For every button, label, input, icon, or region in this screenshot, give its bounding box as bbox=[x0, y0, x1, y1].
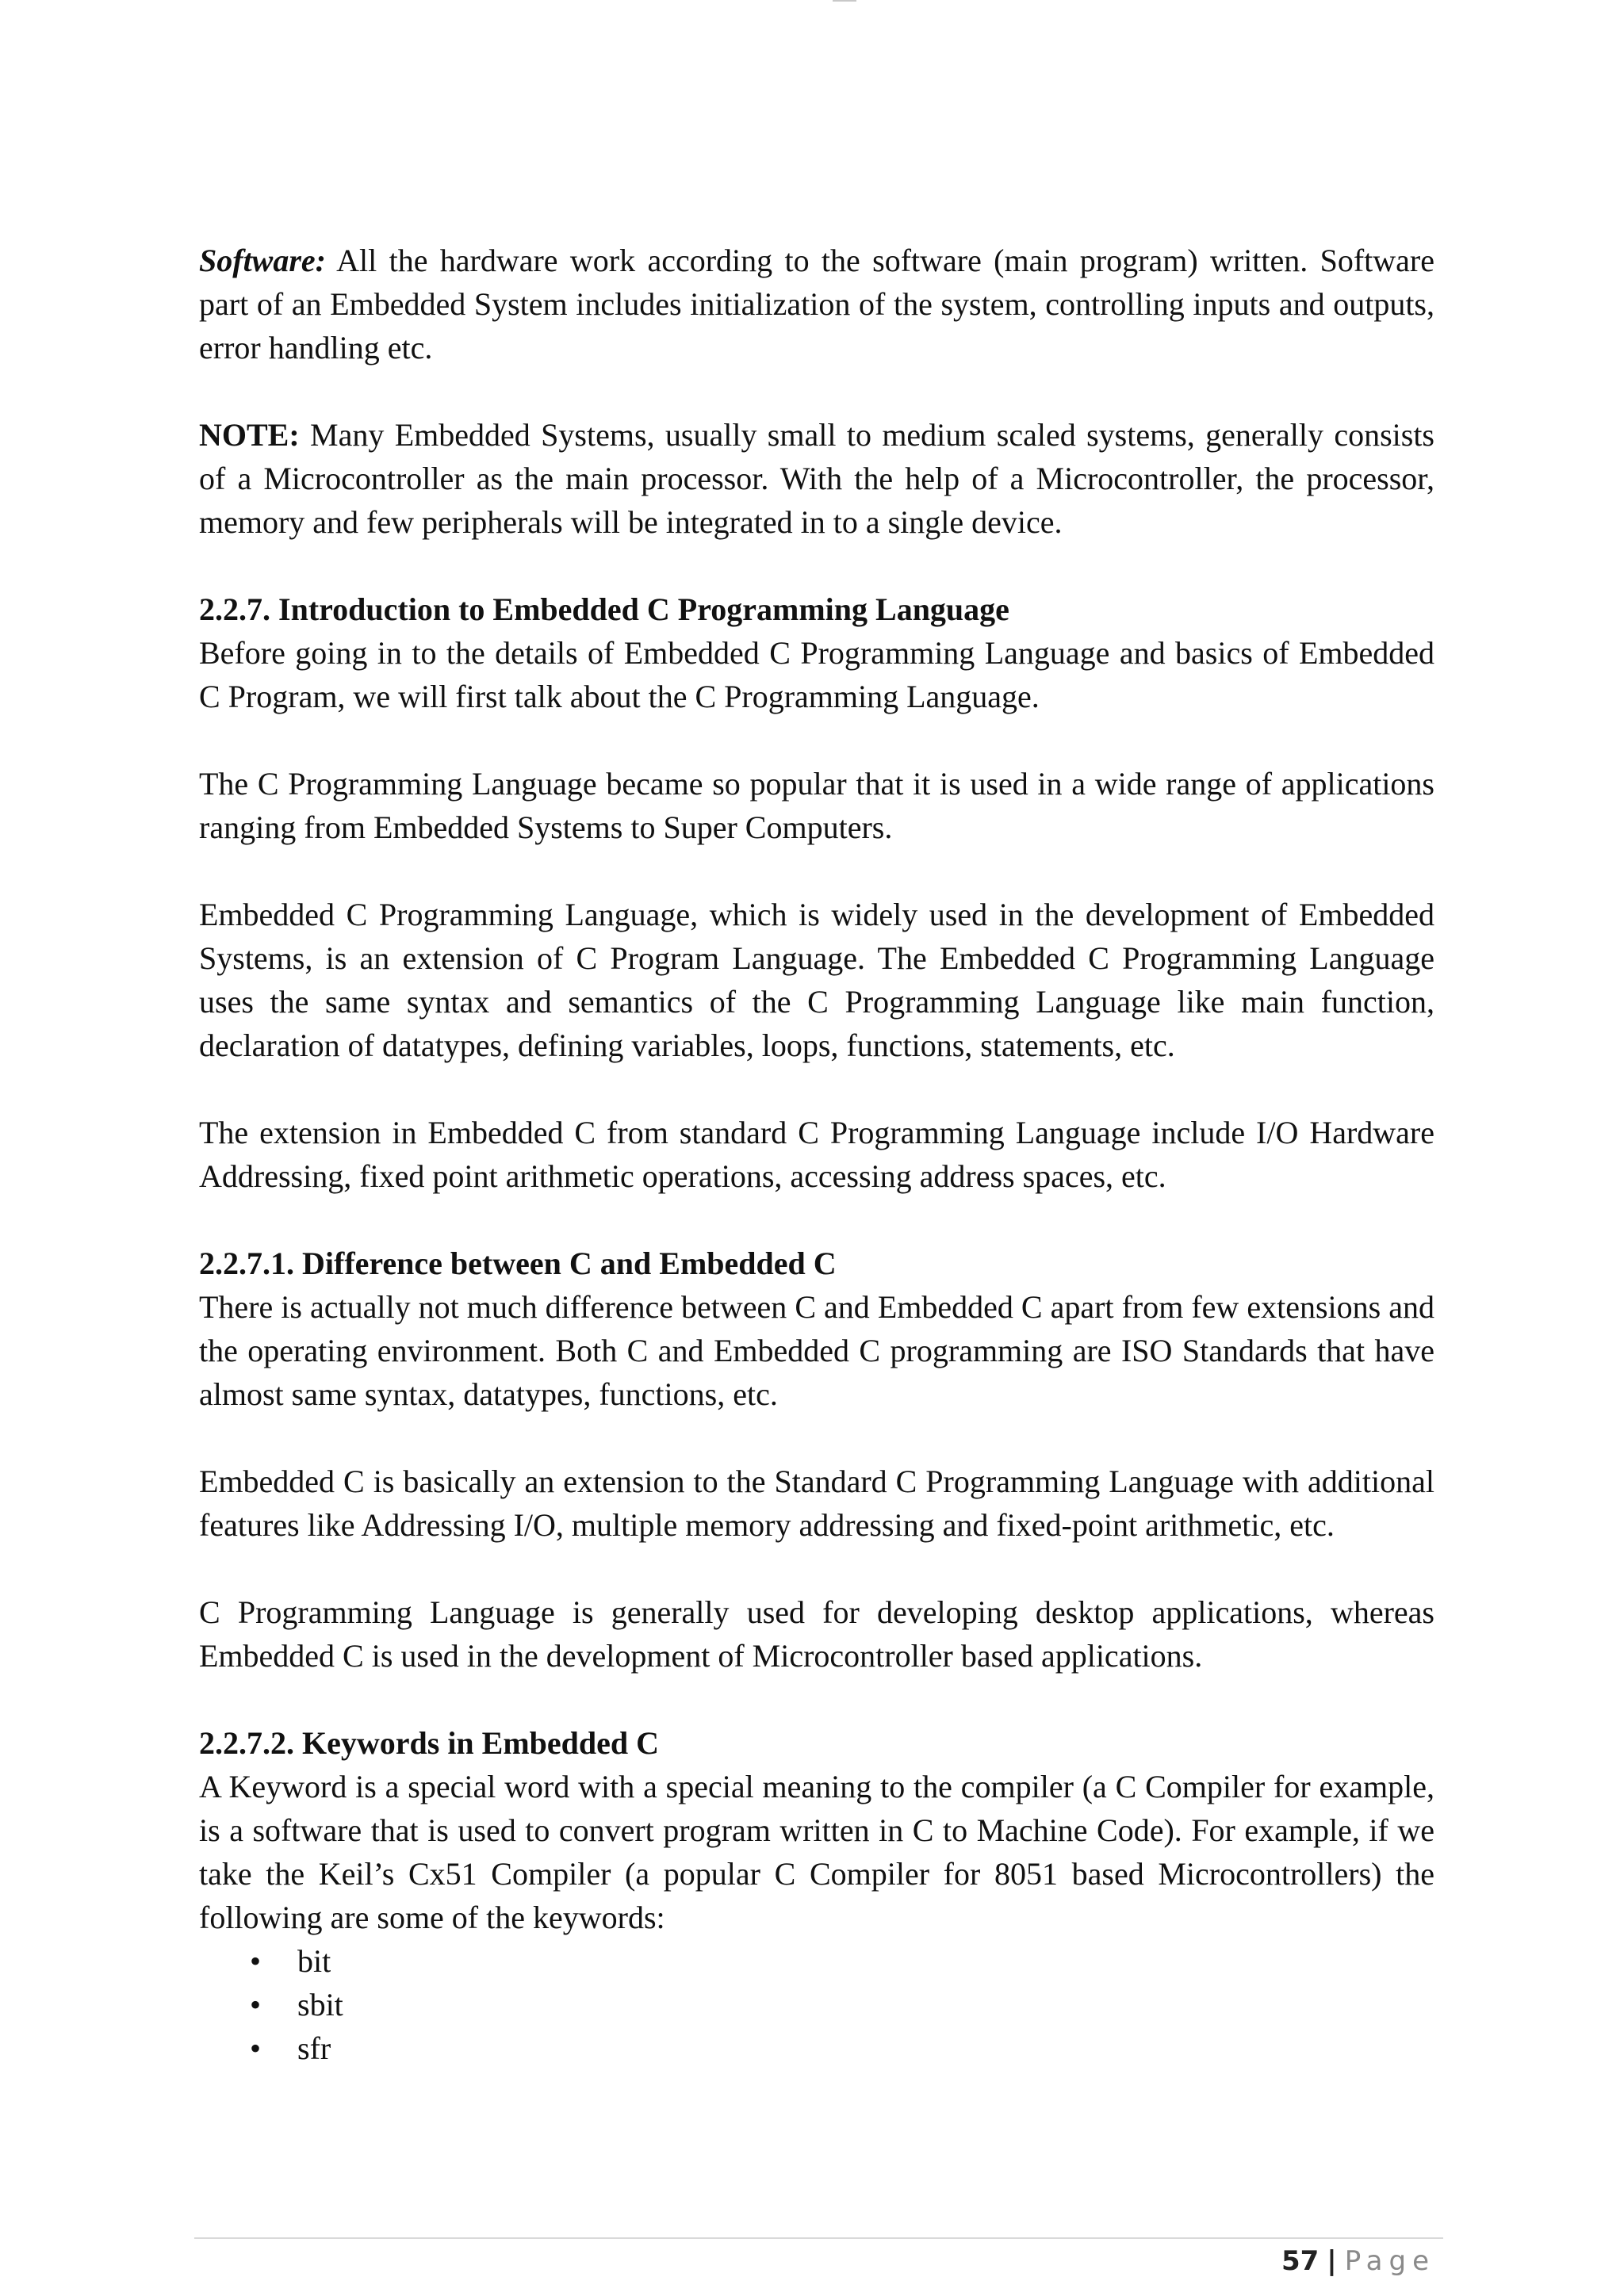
bullet-icon: • bbox=[250, 2030, 262, 2066]
software-paragraph bbox=[199, 239, 1434, 369]
note-text: Many Embedded Systems, usually small to medium scaled systems, generally consists of a Microcontroller as the main processor. With the help of a Microcontroller, the processor, memory and few peripherals will be integrated in to a single device. bbox=[199, 417, 1434, 540]
page-number: 57 bbox=[1281, 2245, 1320, 2277]
page-footer bbox=[1281, 2242, 1435, 2280]
footer-separator: | bbox=[1327, 2245, 1337, 2277]
software-text: All the hardware work according to the software (main program) written. Software part of an Embedded System includes initialization of the system, controlling inputs and outputs, error handling etc. bbox=[199, 243, 1434, 365]
note-lead: NOTE: bbox=[199, 417, 300, 453]
section-2-2-7-1-paragraph-3: C Programming Language is generally used for developing desktop applications, whereas Embedded C is used in the development of Microcontroller based applications. bbox=[199, 1594, 1434, 1674]
keyword-list bbox=[199, 1939, 1434, 2070]
section-2-2-7-2-paragraph: A Keyword is a special word with a special meaning to the compiler (a C Compiler for example, is a software that is used to convert program written in C to Machine Code). For example, if we take the Keil’s Cx51 Compiler (a popular C Compiler for 8051 based Microcontrollers) the following are some of the keywords: bbox=[199, 1769, 1434, 1935]
keyword-text: sbit bbox=[297, 1987, 343, 2022]
section-heading-2-2-7-2: 2.2.7.2. Keywords in Embedded C bbox=[199, 1725, 660, 1761]
section-2-2-7-paragraph-4: The extension in Embedded C from standard C Programming Language include I/O Hardware Addressing, fixed point arithmetic operations, accessing address spaces, etc. bbox=[199, 1115, 1434, 1194]
bullet-icon: • bbox=[250, 1987, 262, 2022]
section-heading-2-2-7: 2.2.7. Introduction to Embedded C Programming Language bbox=[199, 591, 1009, 627]
keyword-list-item bbox=[199, 1983, 1434, 2026]
section-2-2-7-paragraph-3: Embedded C Programming Language, which is widely used in the development of Embedded Systems, is an extension of C Program Language. The Embedded C Programming Language uses the same syntax and semantics of the C Programming Language like main function, declaration of datatypes, defining variables, loops, functions, statements, etc. bbox=[199, 897, 1434, 1063]
note-paragraph bbox=[199, 413, 1434, 544]
keyword-text: bit bbox=[297, 1943, 331, 1979]
section-2-2-7-paragraph-1: Before going in to the details of Embedded C Programming Language and basics of Embedded C Program, we will first talk about the C Programming Language. bbox=[199, 635, 1434, 714]
footer-divider bbox=[194, 2237, 1443, 2239]
keyword-list-item bbox=[199, 1939, 1434, 1983]
bullet-icon: • bbox=[250, 1943, 262, 1979]
section-2-2-7-1-paragraph-2: Embedded C is basically an extension to the Standard C Programming Language with additional features like Addressing I/O, multiple memory addressing and fixed-point arithmetic, etc. bbox=[199, 1464, 1434, 1543]
page-label: Page bbox=[1344, 2245, 1435, 2277]
section-heading-2-2-7-1: 2.2.7.1. Difference between C and Embedded C bbox=[199, 1246, 837, 1281]
page-content bbox=[199, 239, 1434, 2070]
keyword-list-item bbox=[199, 2026, 1434, 2070]
software-lead: Software: bbox=[199, 243, 326, 278]
top-edge-mark bbox=[833, 0, 856, 2]
keyword-text: sfr bbox=[297, 2030, 331, 2066]
section-2-2-7-1-paragraph-1: There is actually not much difference between C and Embedded C apart from few extensions and the operating environment. Both C and Embedded C programming are ISO Standards that have almost same syntax, datatypes, functions, etc. bbox=[199, 1289, 1434, 1412]
section-2-2-7-paragraph-2: The C Programming Language became so popular that it is used in a wide range of applications ranging from Embedded Systems to Super Computers. bbox=[199, 766, 1434, 845]
